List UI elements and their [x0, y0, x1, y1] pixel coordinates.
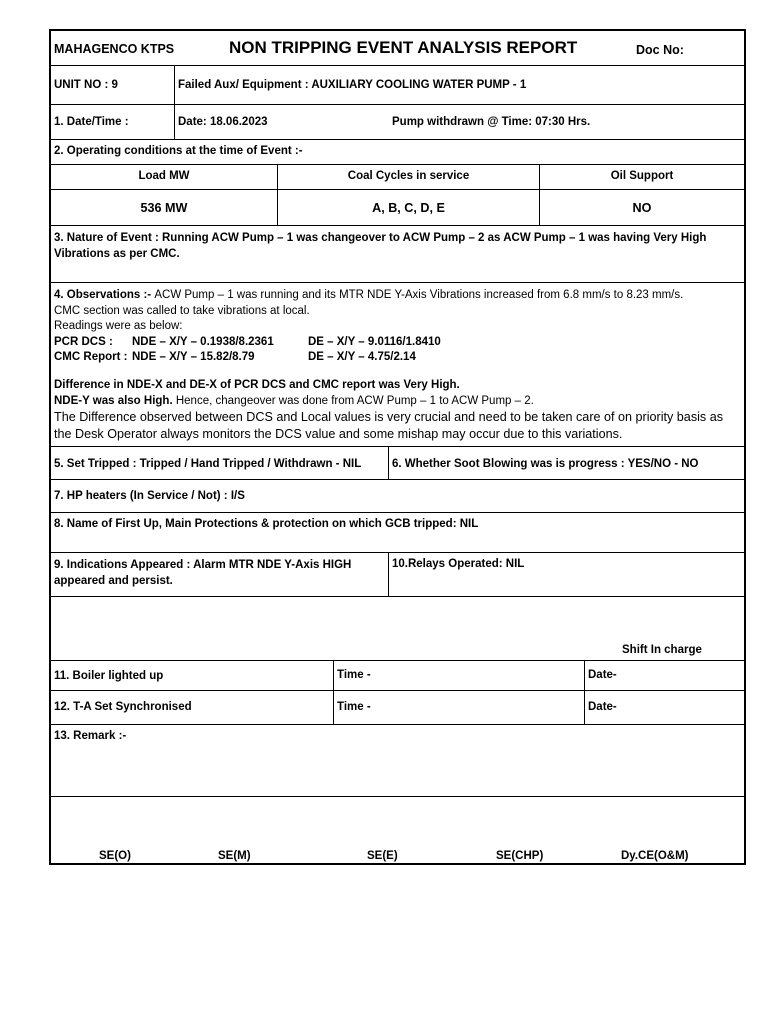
nature-row: [51, 226, 744, 283]
shift-in-charge: Shift In charge: [622, 644, 702, 656]
pump-withdrawn-time: Pump withdrawn @ Time: 07:30 Hrs.: [392, 116, 591, 128]
item-12-row: [51, 691, 744, 725]
item-9-line-2: appeared and persist.: [54, 574, 173, 587]
item-8: 8. Name of First Up, Main Protections & protection on which GCB tripped: NIL: [54, 518, 479, 530]
item-6: 6. Whether Soot Blowing was is progress : YES/NO - NO: [392, 458, 699, 470]
obs-label: 4. Observations :-: [54, 289, 155, 301]
signature-se-m: SE(M): [218, 850, 251, 862]
equipment-cell: [174, 66, 744, 104]
signature-se-chp: SE(CHP): [496, 850, 544, 862]
cmc-nde: NDE – X/Y – 15.82/8.79: [132, 351, 255, 364]
final-line-2: the Desk Operator always monitors the DCS value and some mishap may occur due to this variations.: [54, 427, 623, 442]
remark-row: [51, 725, 744, 797]
unit-no: UNIT NO : 9: [54, 79, 118, 91]
pcr-label: PCR DCS :: [54, 335, 113, 348]
observations-text: [54, 288, 740, 443]
obs-line-2: CMC section was called to take vibrations at local.: [54, 304, 310, 317]
datetime-cell: [174, 105, 744, 139]
pcr-readings: [54, 335, 740, 351]
oil-value-cell: [539, 190, 744, 225]
event-date: Date: 18.06.2023: [178, 116, 268, 128]
ndey-rest: Hence, changeover was done from ACW Pump – 1 to ACW Pump – 2.: [172, 394, 534, 407]
org-name: MAHAGENCO KTPS: [54, 42, 175, 56]
operating-heading: 2. Operating conditions at the time of Event :-: [54, 145, 303, 157]
items-5-6-row: [51, 447, 744, 480]
col-oil-label: Oil Support: [610, 170, 674, 182]
observations-row: [51, 283, 744, 447]
datetime-row: [51, 105, 744, 140]
item-10: 10.Relays Operated: NIL: [392, 558, 525, 570]
signature-se-o: SE(O): [99, 850, 131, 862]
item-11-time-cell: [333, 661, 584, 690]
load-value-cell: [51, 190, 277, 225]
item-9-line-1: 9. Indications Appeared : Alarm MTR NDE Y-Axis HIGH: [54, 559, 352, 571]
datetime-label: 1. Date/Time :: [54, 116, 129, 128]
item-12-date: Date-: [588, 701, 617, 713]
item-12-label: 12. T-A Set Synchronised: [54, 701, 192, 713]
shift-row: [51, 597, 744, 661]
operating-heading-row: [51, 140, 744, 165]
operating-values-row: [51, 190, 744, 226]
item-7: 7. HP heaters (In Service / Not) : I/S: [54, 490, 245, 502]
signature-se-e: SE(E): [367, 850, 398, 862]
col-coal: [277, 165, 539, 189]
item-11-date-cell: [584, 661, 744, 690]
item-11-time: Time -: [337, 669, 371, 681]
coal-value: A, B, C, D, E: [372, 201, 445, 215]
col-load: [51, 165, 277, 189]
nature-line-2: Vibrations as per CMC.: [54, 247, 180, 260]
item-10-cell: [388, 553, 744, 596]
final-line-1: The Difference observed between DCS and Local values is very crucial and need to be taken care of on priority basis as: [54, 410, 724, 425]
coal-value-cell: [277, 190, 539, 225]
pcr-nde: NDE – X/Y – 0.1938/8.2361: [132, 335, 274, 348]
signature-dy-ce: Dy.CE(O&M): [621, 850, 689, 862]
items-9-10-row: [51, 553, 744, 597]
difference-text: Difference in NDE-X and DE-X of PCR DCS and CMC report was Very High.: [54, 378, 460, 391]
oil-value: NO: [632, 201, 652, 215]
report-title: NON TRIPPING EVENT ANALYSIS REPORT: [229, 38, 578, 57]
col-oil: [539, 165, 744, 189]
item-8-row: [51, 513, 744, 553]
report-form: [49, 29, 746, 865]
failed-equipment: Failed Aux/ Equipment : AUXILIARY COOLING WATER PUMP - 1: [178, 79, 527, 91]
cmc-de: DE – X/Y – 4.75/2.14: [308, 351, 416, 364]
item-11-label: 11. Boiler lighted up: [54, 670, 164, 682]
ndey-line: [54, 394, 740, 410]
nature-line-1: 3. Nature of Event : Running ACW Pump – 1 was changeover to ACW Pump – 2 as ACW Pump – 1 was having Very High: [54, 232, 707, 244]
nature-text: [54, 231, 740, 262]
cmc-readings: [54, 350, 740, 366]
cmc-label: CMC Report :: [54, 351, 128, 364]
item-12-time: Time -: [337, 701, 371, 713]
item-7-row: [51, 480, 744, 513]
ndey-bold: NDE-Y was also High.: [54, 394, 173, 407]
remark-label: 13. Remark :-: [54, 730, 127, 742]
item-9: [54, 558, 384, 589]
signatures-area: [51, 797, 744, 863]
pcr-de: DE – X/Y – 9.0116/1.8410: [308, 335, 441, 348]
item-12-time-cell: [333, 691, 584, 724]
load-value: 536 MW: [140, 201, 188, 215]
item-11-date: Date-: [588, 669, 617, 681]
obs-line-1-text: ACW Pump – 1 was running and its MTR NDE Y-Axis Vibrations increased from 6.8 mm/s to 8.23 mm/s.: [154, 289, 684, 301]
obs-line-1: [54, 288, 740, 304]
operating-columns-row: [51, 165, 744, 190]
item-11-row: [51, 661, 744, 691]
obs-line-3: Readings were as below:: [54, 320, 183, 333]
doc-no: Doc No:: [636, 43, 684, 57]
header-row: [51, 31, 744, 66]
col-load-label: Load MW: [138, 170, 190, 182]
item-12-date-cell: [584, 691, 744, 724]
unit-row: [51, 66, 744, 105]
item-5: 5. Set Tripped : Tripped / Hand Tripped / Withdrawn - NIL: [54, 458, 362, 470]
col-coal-label: Coal Cycles in service: [347, 170, 470, 182]
item-6-cell: [388, 447, 744, 479]
